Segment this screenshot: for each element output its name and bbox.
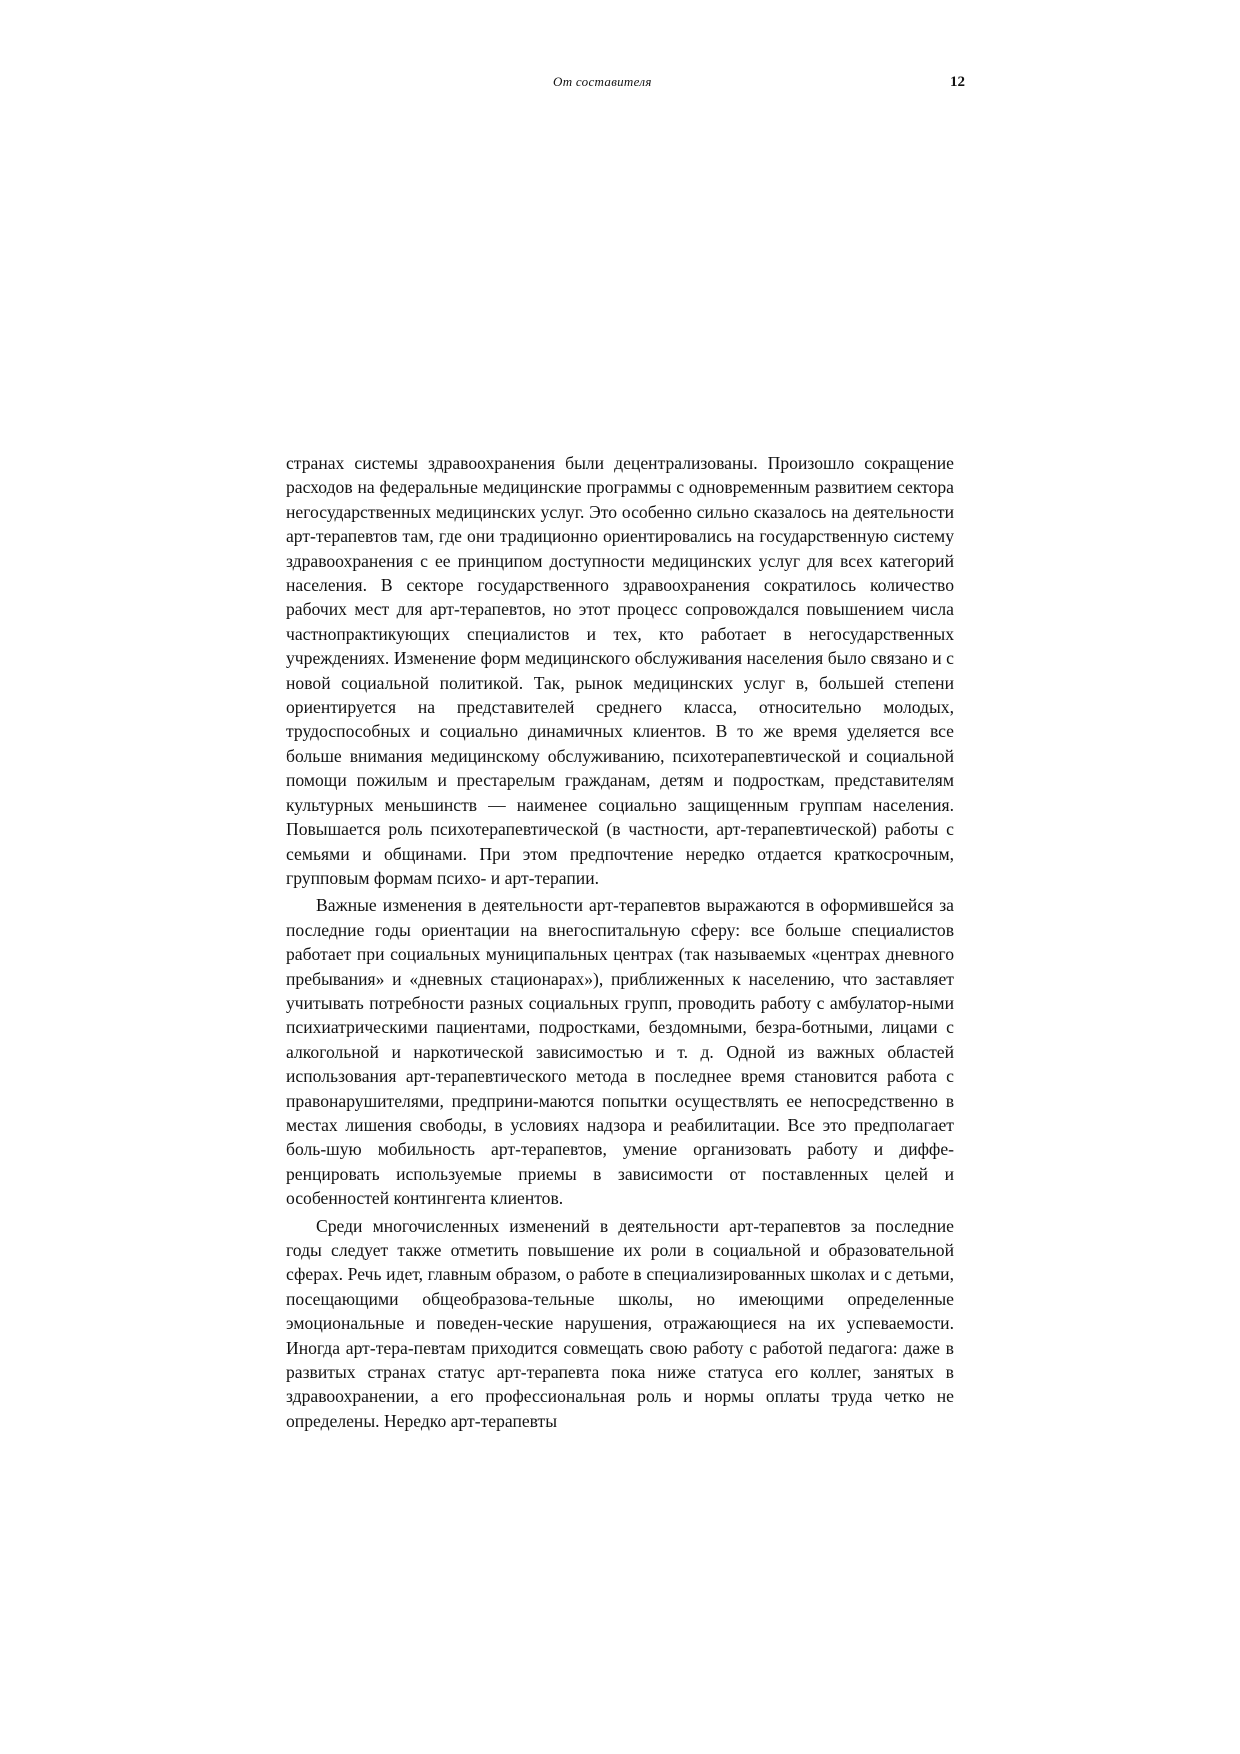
running-title: От составителя [553, 74, 652, 89]
body-text [286, 451, 954, 1433]
paragraph-1: странах системы здравоохранения были децентрализованы. Произошло сокращение расходов на федеральные медицинские программы с одновременным развитием сектора негосударственных медицинских услуг. Это особенно сильно сказалось на деятельности арт-терапевтов там, где они традиционно ориентировались на государственную систему здравоохранения с ее принципом доступности медицинских услуг для всех категорий населения. В секторе государственного здравоохранения сократилось количество рабочих мест для арт-терапевтов, но этот процесс сопровождался повышением числа частнопрактикующих специалистов и тех, кто работает в негосударственных учреждениях. Изменение форм медицинского обслуживания населения было связано и с новой социальной политикой. Так, рынок медицинских услуг в, большей степени ориентируется на представителей среднего класса, относительно молодых, трудоспособных и социально динамичных клиентов. В то же время уделяется все больше внимания медицинскому обслуживанию, психотерапевтической и социальной помощи пожилым и престарелым гражданам, детям и подросткам, представителям культурных меньшинств — наименее социально защищенным группам населения. Повышается роль психотерапевтической (в частности, арт-терапевтической) работы с семьями и общинами. При этом предпочтение нередко отдается краткосрочным, групповым формам психо- и арт-терапии. [286, 453, 954, 888]
paragraph-3: Среди многочисленных изменений в деятельности арт-терапевтов за последние годы следует также отметить повышение их роли в социальной и образовательной сферах. Речь идет, главным образом, о работе в специализированных школах и с детьми, посещающими общеобразова-тельные школы, но имеющими определенные эмоциональные и поведен-ческие нарушения, отражающиеся на их успеваемости. Иногда арт-тера-певтам приходится совмещать свою работу с работой педагога: даже в развитых странах статус арт-терапевта пока ниже статуса его коллег, занятых в здравоохранении, а его профессиональная роль и нормы оплаты труда четко не определены. Нередко арт-терапевты [286, 1215, 954, 1431]
page-number: 12 [950, 74, 965, 90]
paragraph-2: Важные изменения в деятельности арт-терапевтов выражаются в оформившейся за последние годы ориентации на внегоспитальную сферу: все больше специалистов работает при социальных муниципальных центрах (так называемых «центрах дневного пребывания» и «дневных стационарах»), приближенных к населению, что заставляет учитывать потребности разных социальных групп, проводить работу с амбулатор-ными психиатрическими пациентами, подростками, бездомными, безра-ботными, лицами с алкогольной и наркотической зависимостью и т. д. Одной из важных областей использования арт-терапевтического метода в последнее время становится работа с правонарушителями, предприни-маются попытки осуществлять ее непосредственно в местах лишения свободы, в условиях надзора и реабилитации. Все это предполагает боль-шую мобильность арт-терапевтов, умение организовать работу и диффе-ренцировать используемые приемы в зависимости от поставленных целей и особенностей контингента клиентов. [286, 895, 954, 1209]
